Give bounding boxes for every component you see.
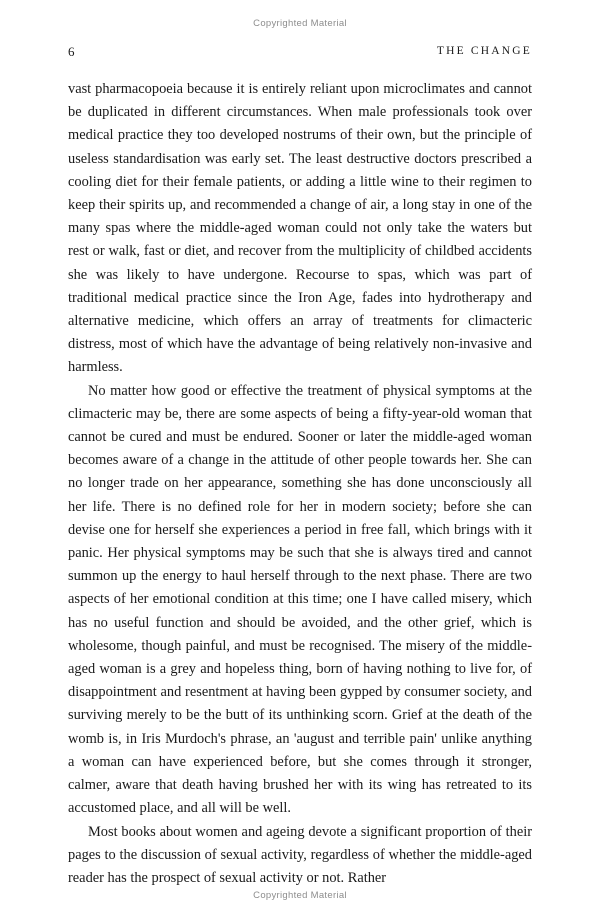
body-text — [68, 78, 532, 890]
page-number: 6 — [68, 44, 75, 59]
paragraph: No matter how good or effective the treatment of physical symptoms at the climacteric may be, there are some aspects of being a fifty-year-old woman that cannot be cured and must be endured. Sooner or later the middle-aged woman becomes aware of a change in the attitude of other people towards her. She can no longer trade on her appearance, something she has done unconsciously all her life. There is no defined role for her in modern society; before she can devise one for herself she experiences a period in free fall, which brings with it panic. Her physical symptoms may be such that she is always tired and cannot summon up the energy to haul herself through to the next phase. There are two aspects of her emotional condition at this time; one I have called misery, which has no useful function and should be avoided, and the other grief, which is wholesome, though painful, and must be recognised. The misery of the middle-aged woman is a grey and hopeless thing, born of having nothing to live for, of disappointment and resentment at having been gypped by consumer society, and surviving merely to be the butt of its unthinking scorn. Grief at the death of the womb is, in Iris Murdoch's phrase, an 'august and terrible pain' unlike anything a woman can have experienced before, but she comes through it stronger, calmer, aware that death having brushed her with its wing has retreated to its accustomed place, and all will be well. — [68, 382, 532, 817]
running-head-title: THE CHANGE — [436, 45, 532, 57]
paragraph: Most books about women and ageing devote a significant proportion of their pages to the discussion of sexual activity, regardless of whether the middle-aged reader has the prospect of sexual activity or not. Rather — [68, 823, 532, 886]
copyright-watermark-bottom: Copyrighted Material — [253, 890, 347, 901]
paragraph: vast pharmacopoeia because it is entirely reliant upon microclimates and cannot be duplicated in different circumstances. When male professionals took over medical practice they too developed nostrums of their own, but the principle of useless standardisation was early set. The least destructive doctors prescribed a cooling diet for their female patients, or adding a little wine to their regimen to keep their spirits up, and recommended a change of air, a long stay in one of the many spas where the middle-aged woman could not only take the waters but rest or walk, fast or diet, and recover from the multiplicity of childbed accidents she was likely to have undergone. Recourse to spas, which was part of traditional medical practice since the Iron Age, fades into hydrotherapy and alternative medicine, which offers an array of treatments for climacteric distress, most of which have the advantage of being relatively non-invasive and harmless. — [68, 81, 532, 376]
page-header — [68, 44, 532, 62]
copyright-watermark-top: Copyrighted Material — [253, 18, 347, 29]
